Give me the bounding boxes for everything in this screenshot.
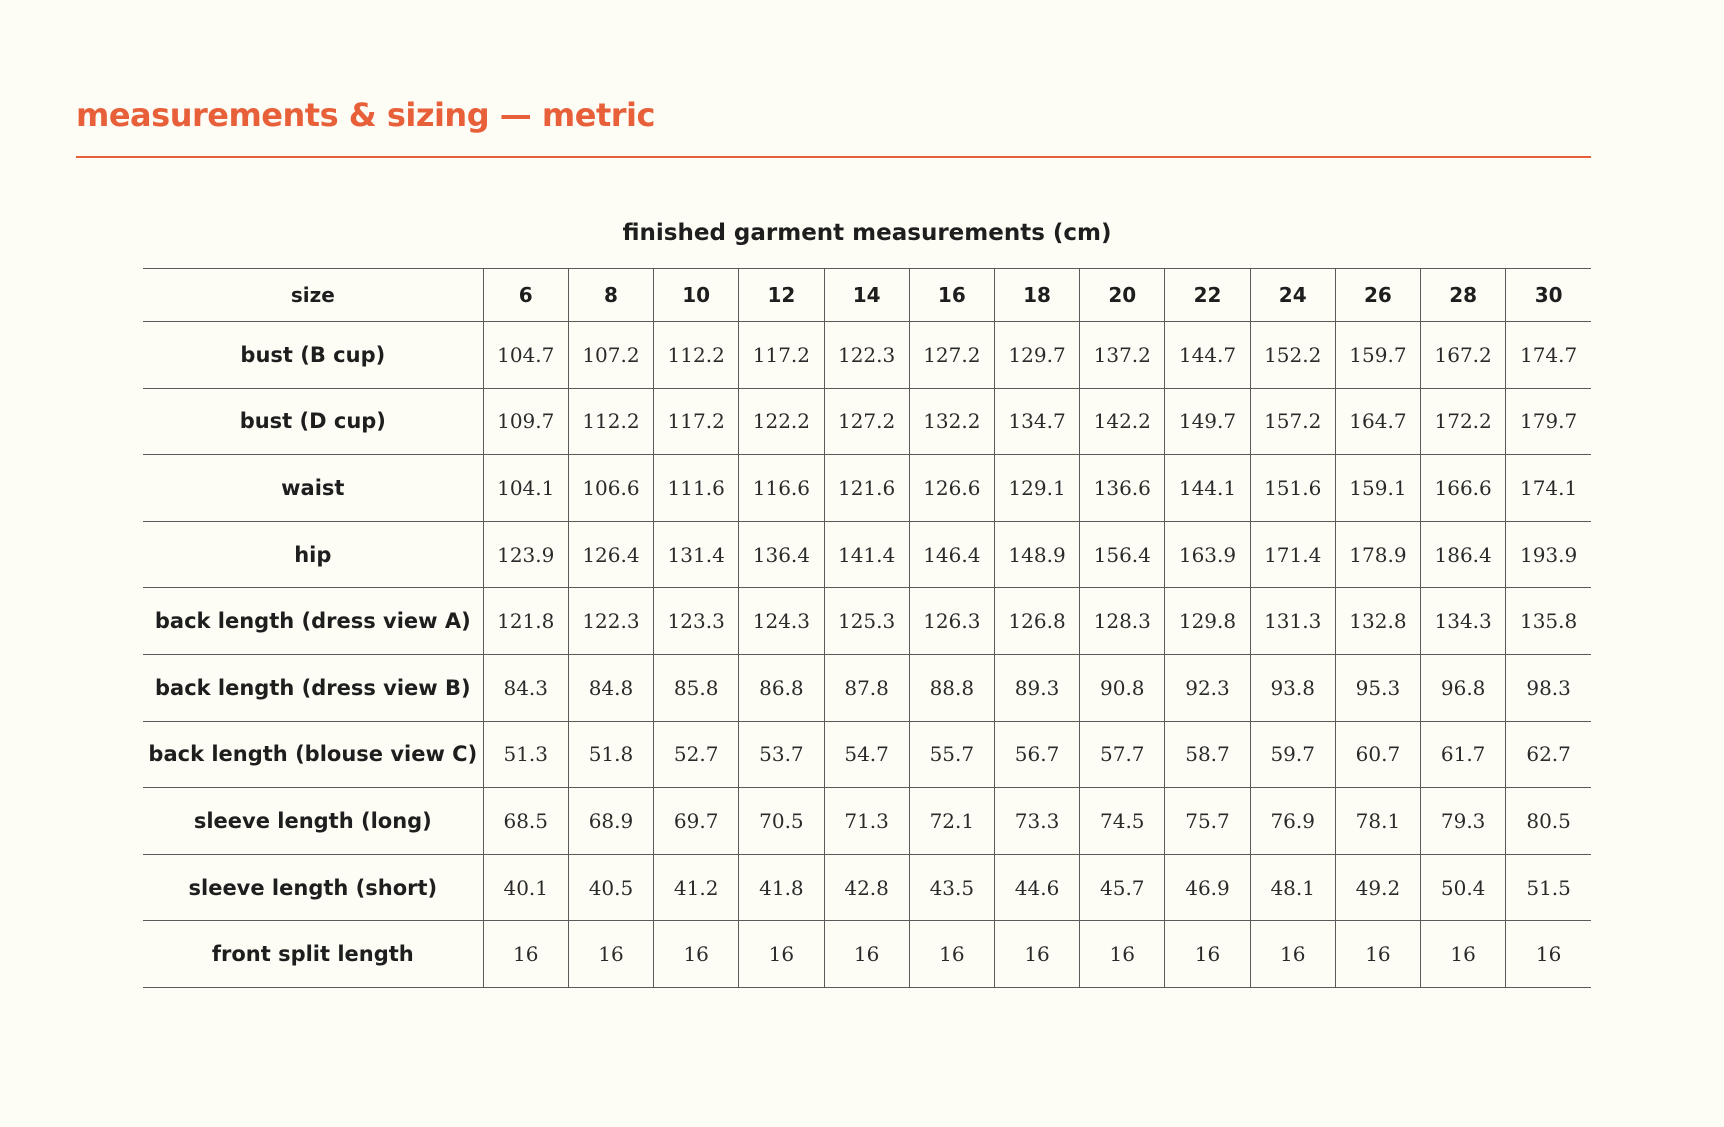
measurement-cell: 51.3 bbox=[483, 721, 568, 788]
measurement-cell: 129.8 bbox=[1165, 588, 1250, 655]
measurement-cell: 56.7 bbox=[994, 721, 1079, 788]
measurement-cell: 179.7 bbox=[1506, 388, 1591, 455]
table-row bbox=[143, 654, 1591, 721]
measurement-cell: 57.7 bbox=[1080, 721, 1165, 788]
measurement-cell: 78.1 bbox=[1335, 788, 1420, 855]
table-row bbox=[143, 921, 1591, 988]
measurement-cell: 112.2 bbox=[654, 322, 739, 389]
measurement-cell: 74.5 bbox=[1080, 788, 1165, 855]
row-label: back length (dress view B) bbox=[143, 654, 483, 721]
measurement-cell: 16 bbox=[483, 921, 568, 988]
measurement-cell: 148.9 bbox=[994, 521, 1079, 588]
measurement-cell: 152.2 bbox=[1250, 322, 1335, 389]
measurement-cell: 16 bbox=[1165, 921, 1250, 988]
measurement-cell: 126.6 bbox=[909, 455, 994, 522]
measurements-table bbox=[143, 268, 1591, 988]
measurement-cell: 122.3 bbox=[824, 322, 909, 389]
page-title: measurements & sizing — metric bbox=[76, 96, 655, 134]
measurement-cell: 44.6 bbox=[994, 854, 1079, 921]
measurement-cell: 54.7 bbox=[824, 721, 909, 788]
measurement-cell: 73.3 bbox=[994, 788, 1079, 855]
measurement-cell: 193.9 bbox=[1506, 521, 1591, 588]
measurement-cell: 174.1 bbox=[1506, 455, 1591, 522]
size-column-header: 10 bbox=[654, 269, 739, 322]
measurement-cell: 178.9 bbox=[1335, 521, 1420, 588]
table-row bbox=[143, 521, 1591, 588]
measurement-cell: 69.7 bbox=[654, 788, 739, 855]
measurement-cell: 70.5 bbox=[739, 788, 824, 855]
measurement-cell: 16 bbox=[739, 921, 824, 988]
measurement-cell: 96.8 bbox=[1421, 654, 1506, 721]
measurement-cell: 146.4 bbox=[909, 521, 994, 588]
size-column-header: 6 bbox=[483, 269, 568, 322]
measurement-cell: 164.7 bbox=[1335, 388, 1420, 455]
measurement-cell: 16 bbox=[1335, 921, 1420, 988]
measurement-cell: 151.6 bbox=[1250, 455, 1335, 522]
measurement-cell: 98.3 bbox=[1506, 654, 1591, 721]
measurement-cell: 186.4 bbox=[1421, 521, 1506, 588]
measurement-cell: 109.7 bbox=[483, 388, 568, 455]
table-row bbox=[143, 455, 1591, 522]
row-label: bust (B cup) bbox=[143, 322, 483, 389]
measurement-cell: 131.4 bbox=[654, 521, 739, 588]
measurement-cell: 68.9 bbox=[568, 788, 653, 855]
title-divider bbox=[76, 156, 1591, 158]
size-column-header: 22 bbox=[1165, 269, 1250, 322]
measurement-cell: 46.9 bbox=[1165, 854, 1250, 921]
measurement-cell: 122.2 bbox=[739, 388, 824, 455]
measurement-cell: 93.8 bbox=[1250, 654, 1335, 721]
measurement-cell: 121.6 bbox=[824, 455, 909, 522]
size-header-label: size bbox=[143, 269, 483, 322]
measurement-cell: 16 bbox=[824, 921, 909, 988]
measurement-cell: 107.2 bbox=[568, 322, 653, 389]
measurement-cell: 88.8 bbox=[909, 654, 994, 721]
measurement-cell: 126.3 bbox=[909, 588, 994, 655]
table-row bbox=[143, 721, 1591, 788]
size-column-header: 14 bbox=[824, 269, 909, 322]
measurement-cell: 123.3 bbox=[654, 588, 739, 655]
measurement-cell: 166.6 bbox=[1421, 455, 1506, 522]
measurement-cell: 123.9 bbox=[483, 521, 568, 588]
measurement-cell: 68.5 bbox=[483, 788, 568, 855]
size-column-header: 12 bbox=[739, 269, 824, 322]
row-label: back length (dress view A) bbox=[143, 588, 483, 655]
measurement-cell: 72.1 bbox=[909, 788, 994, 855]
measurement-cell: 86.8 bbox=[739, 654, 824, 721]
measurement-cell: 156.4 bbox=[1080, 521, 1165, 588]
measurement-cell: 87.8 bbox=[824, 654, 909, 721]
measurement-cell: 53.7 bbox=[739, 721, 824, 788]
measurement-cell: 42.8 bbox=[824, 854, 909, 921]
measurement-cell: 134.3 bbox=[1421, 588, 1506, 655]
measurement-cell: 172.2 bbox=[1421, 388, 1506, 455]
measurement-cell: 41.8 bbox=[739, 854, 824, 921]
measurement-cell: 52.7 bbox=[654, 721, 739, 788]
measurement-cell: 132.2 bbox=[909, 388, 994, 455]
measurement-cell: 126.4 bbox=[568, 521, 653, 588]
measurement-cell: 117.2 bbox=[739, 322, 824, 389]
row-label: front split length bbox=[143, 921, 483, 988]
size-column-header: 18 bbox=[994, 269, 1079, 322]
measurement-cell: 116.6 bbox=[739, 455, 824, 522]
measurement-cell: 149.7 bbox=[1165, 388, 1250, 455]
measurement-cell: 126.8 bbox=[994, 588, 1079, 655]
measurement-cell: 71.3 bbox=[824, 788, 909, 855]
measurement-cell: 16 bbox=[1421, 921, 1506, 988]
measurement-cell: 16 bbox=[654, 921, 739, 988]
measurement-cell: 124.3 bbox=[739, 588, 824, 655]
measurement-cell: 157.2 bbox=[1250, 388, 1335, 455]
measurement-cell: 112.2 bbox=[568, 388, 653, 455]
table-row bbox=[143, 388, 1591, 455]
measurement-cell: 167.2 bbox=[1421, 322, 1506, 389]
measurement-cell: 84.8 bbox=[568, 654, 653, 721]
measurement-cell: 159.1 bbox=[1335, 455, 1420, 522]
measurement-cell: 137.2 bbox=[1080, 322, 1165, 389]
measurement-cell: 84.3 bbox=[483, 654, 568, 721]
measurement-cell: 58.7 bbox=[1165, 721, 1250, 788]
row-label: sleeve length (short) bbox=[143, 854, 483, 921]
measurement-cell: 60.7 bbox=[1335, 721, 1420, 788]
table-title: finished garment measurements (cm) bbox=[622, 220, 1112, 246]
size-column-header: 20 bbox=[1080, 269, 1165, 322]
size-column-header: 26 bbox=[1335, 269, 1420, 322]
measurement-cell: 142.2 bbox=[1080, 388, 1165, 455]
measurement-cell: 136.6 bbox=[1080, 455, 1165, 522]
measurement-cell: 159.7 bbox=[1335, 322, 1420, 389]
measurement-cell: 62.7 bbox=[1506, 721, 1591, 788]
size-column-header: 30 bbox=[1506, 269, 1591, 322]
measurement-cell: 163.9 bbox=[1165, 521, 1250, 588]
measurement-cell: 95.3 bbox=[1335, 654, 1420, 721]
measurement-cell: 51.5 bbox=[1506, 854, 1591, 921]
measurement-cell: 104.7 bbox=[483, 322, 568, 389]
measurement-cell: 122.3 bbox=[568, 588, 653, 655]
measurement-cell: 125.3 bbox=[824, 588, 909, 655]
measurement-cell: 40.1 bbox=[483, 854, 568, 921]
measurement-cell: 144.1 bbox=[1165, 455, 1250, 522]
measurement-cell: 16 bbox=[568, 921, 653, 988]
measurement-cell: 90.8 bbox=[1080, 654, 1165, 721]
measurement-cell: 85.8 bbox=[654, 654, 739, 721]
measurement-cell: 43.5 bbox=[909, 854, 994, 921]
measurement-cell: 48.1 bbox=[1250, 854, 1335, 921]
measurement-cell: 79.3 bbox=[1421, 788, 1506, 855]
measurement-cell: 50.4 bbox=[1421, 854, 1506, 921]
measurement-cell: 55.7 bbox=[909, 721, 994, 788]
measurement-cell: 106.6 bbox=[568, 455, 653, 522]
size-column-header: 16 bbox=[909, 269, 994, 322]
measurement-cell: 174.7 bbox=[1506, 322, 1591, 389]
measurement-cell: 132.8 bbox=[1335, 588, 1420, 655]
measurement-cell: 131.3 bbox=[1250, 588, 1335, 655]
table-row bbox=[143, 854, 1591, 921]
row-label: waist bbox=[143, 455, 483, 522]
measurement-cell: 171.4 bbox=[1250, 521, 1335, 588]
measurement-cell: 16 bbox=[909, 921, 994, 988]
row-label: back length (blouse view C) bbox=[143, 721, 483, 788]
measurement-cell: 129.1 bbox=[994, 455, 1079, 522]
measurement-cell: 51.8 bbox=[568, 721, 653, 788]
measurement-cell: 141.4 bbox=[824, 521, 909, 588]
measurement-cell: 45.7 bbox=[1080, 854, 1165, 921]
measurement-cell: 127.2 bbox=[824, 388, 909, 455]
table-row bbox=[143, 322, 1591, 389]
table-body bbox=[143, 322, 1591, 988]
measurement-cell: 41.2 bbox=[654, 854, 739, 921]
table-row bbox=[143, 588, 1591, 655]
measurement-cell: 117.2 bbox=[654, 388, 739, 455]
header-row bbox=[143, 269, 1591, 322]
measurement-cell: 40.5 bbox=[568, 854, 653, 921]
size-column-header: 8 bbox=[568, 269, 653, 322]
measurement-cell: 136.4 bbox=[739, 521, 824, 588]
measurement-cell: 75.7 bbox=[1165, 788, 1250, 855]
row-label: hip bbox=[143, 521, 483, 588]
table-row bbox=[143, 788, 1591, 855]
measurement-cell: 59.7 bbox=[1250, 721, 1335, 788]
measurement-cell: 16 bbox=[1506, 921, 1591, 988]
measurement-cell: 128.3 bbox=[1080, 588, 1165, 655]
size-column-header: 28 bbox=[1421, 269, 1506, 322]
size-column-header: 24 bbox=[1250, 269, 1335, 322]
measurement-cell: 49.2 bbox=[1335, 854, 1420, 921]
measurement-cell: 92.3 bbox=[1165, 654, 1250, 721]
measurement-cell: 127.2 bbox=[909, 322, 994, 389]
measurement-cell: 129.7 bbox=[994, 322, 1079, 389]
measurement-cell: 134.7 bbox=[994, 388, 1079, 455]
measurement-cell: 111.6 bbox=[654, 455, 739, 522]
measurement-cell: 135.8 bbox=[1506, 588, 1591, 655]
measurement-cell: 16 bbox=[1250, 921, 1335, 988]
measurement-cell: 104.1 bbox=[483, 455, 568, 522]
measurement-cell: 80.5 bbox=[1506, 788, 1591, 855]
measurement-cell: 61.7 bbox=[1421, 721, 1506, 788]
row-label: sleeve length (long) bbox=[143, 788, 483, 855]
measurement-cell: 76.9 bbox=[1250, 788, 1335, 855]
measurement-cell: 16 bbox=[1080, 921, 1165, 988]
row-label: bust (D cup) bbox=[143, 388, 483, 455]
measurement-cell: 16 bbox=[994, 921, 1079, 988]
measurement-cell: 89.3 bbox=[994, 654, 1079, 721]
measurement-cell: 121.8 bbox=[483, 588, 568, 655]
measurement-cell: 144.7 bbox=[1165, 322, 1250, 389]
